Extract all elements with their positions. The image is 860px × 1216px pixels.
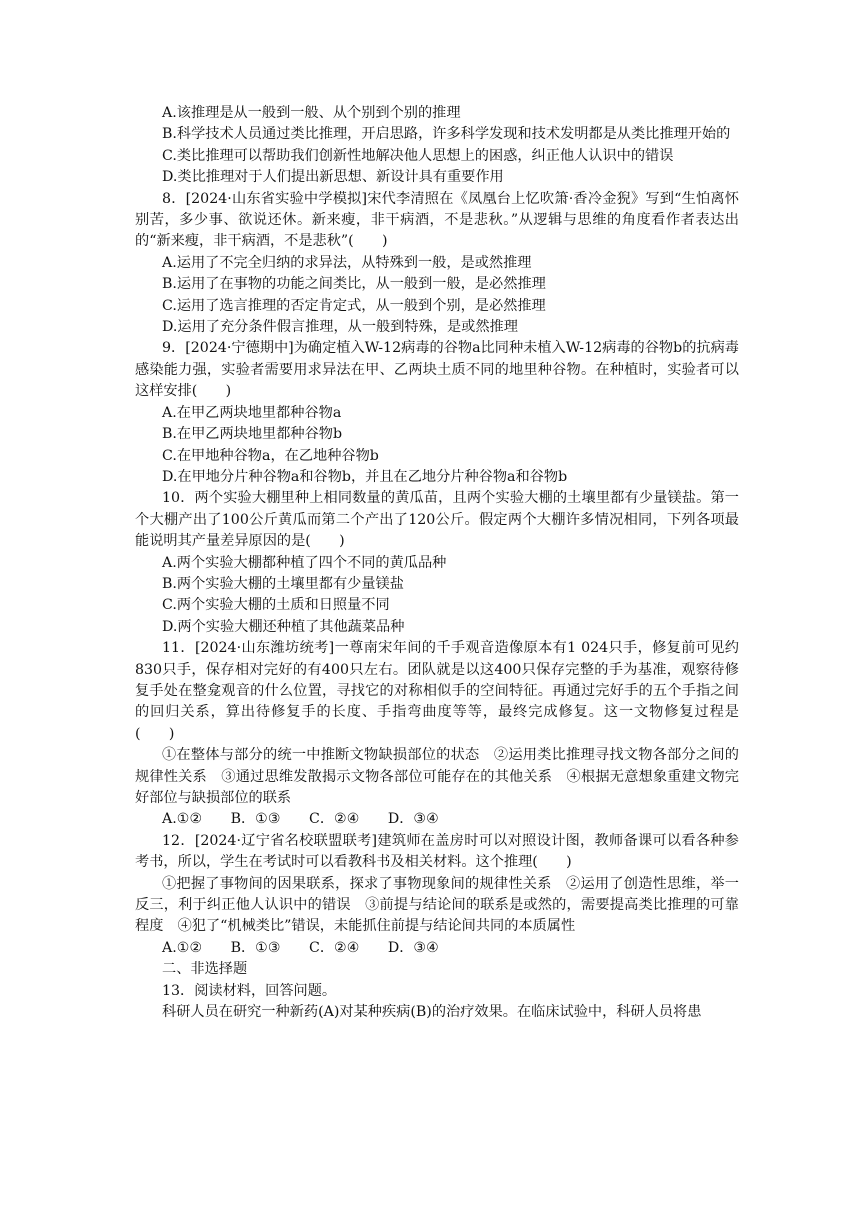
- q8-option-d: D.运用了充分条件假言推理，从一般到特殊，是或然推理: [162, 319, 518, 336]
- document-page: [135, 103, 739, 1023]
- option-c: C.类比推理可以帮助我们创新性地解决他人思想上的困惑，纠正他人认识中的错误: [162, 147, 674, 164]
- q11-statements: ①在整体与部分的统一中推断文物缺损部位的状态 ②运用类比推理寻找文物各部分之间的规律性关系 ③通过思维发散揭示文物各部位可能存在的其他关系 ④根据无意想象重建文物完好部位与缺损部位的联系: [135, 747, 739, 806]
- q10-option-a: A.两个实验大棚都种植了四个不同的黄瓜品种: [162, 554, 447, 571]
- question-13-stem: 13．阅读材料，回答问题。: [162, 982, 337, 999]
- q9-option-b: B.在甲乙两块地里都种谷物b: [162, 426, 343, 443]
- section-heading: 二、非选择题: [162, 961, 248, 978]
- question-9-stem: 9．[2024·宁德期中]为确定植入W-12病毒的谷物a比同种未植入W-12病毒的谷物b的抗病毒感染能力强，实验者需要用求异法在甲、乙两块土质不同的地里种谷物。在种植时，实验者可以这样安排( ): [135, 340, 739, 400]
- q12-statements: ①把握了事物间的因果联系，探求了事物现象间的规律性关系 ②运用了创造性思维，举一反三，利于纠正他人认识中的错误 ③前提与结论间的联系是或然的，需要提高类比推理的可靠程度 ④犯了“机械类比”错误，未能抓住前提与结论间共同的本质属性: [135, 875, 739, 935]
- q8-option-a: A.运用了不完全归纳的求异法，从特殊到一般，是或然推理: [162, 254, 532, 271]
- q8-option-c: C.运用了选言推理的否定肯定式，从一般到个别，是必然推理: [162, 297, 546, 314]
- q10-option-c: C.两个实验大棚的土质和日照量不同: [162, 597, 390, 614]
- q9-option-c: C.在甲地种谷物a，在乙地种谷物b: [162, 447, 379, 464]
- q10-option-d: D.两个实验大棚还种植了其他蔬菜品种: [162, 618, 405, 635]
- q10-option-b: B.两个实验大棚的土壤里都有少量镁盐: [162, 575, 404, 592]
- q9-option-d: D.在甲地分片种谷物a和谷物b，并且在乙地分片种谷物a和谷物b: [162, 468, 568, 485]
- q9-option-a: A.在甲乙两块地里都种谷物a: [162, 404, 342, 421]
- option-d: D.类比推理对于人们提出新思想、新设计具有重要作用: [162, 169, 504, 186]
- q12-choices: A.①② B．①③ C．②④ D．③④: [162, 939, 439, 956]
- option-b: B.科学技术人员通过类比推理，开启思路，许多科学发现和技术发明都是从类比推理开始的: [162, 126, 731, 143]
- question-12-stem: 12．[2024·辽宁省名校联盟联考]建筑师在盖房时可以对照设计图，教师备课可以看各种参考书，所以，学生在考试时可以看教科书及相关材料。这个推理( ): [135, 832, 739, 871]
- q13-material: 科研人员在研究一种新药(A)对某种疾病(B)的治疗效果。在临床试验中，科研人员将患: [162, 1004, 702, 1021]
- question-11-stem: 11．[2024·山东潍坊统考]一尊南宋年间的千手观音造像原本有1 024只手，修复前可见约830只手，保存相对完好的有400只左右。团队就是以这400只保存完整的手为基准，观察待修复手处在整龛观音的什么位置，寻找它的对称相似手的空间特征。再通过完好手的五个手指之间的回归关系，算出待修复手的长度、手指弯曲度等等，最终完成修复。这一文物修复过程是( ): [135, 640, 739, 742]
- option-a: A.该推理是从一般到一般、从个别到个别的推理: [162, 105, 461, 121]
- question-10-stem: 10．两个实验大棚里种上相同数量的黄瓜苗，且两个实验大棚的土壤里都有少量镁盐。第一个大棚产出了100公斤黄瓜而第二个产出了120公斤。假定两个大棚许多情况相同，下列各项最能说明其产量差异原因的是( ): [135, 490, 739, 550]
- q11-choices: A.①② B．①③ C．②④ D．③④: [162, 811, 439, 828]
- question-8-stem: 8．[2024·山东省实验中学模拟]宋代李清照在《凤凰台上忆吹箫·香冷金猊》写到“生怕离怀别苦，多少事、欲说还休。新来瘦，非干病酒，不是悲秋。”从逻辑与思维的角度看作者表达出的“新来瘦，非干病酒，不是悲秋”( ): [135, 190, 739, 250]
- q8-option-b: B.运用了在事物的功能之间类比，从一般到一般，是必然推理: [162, 276, 546, 293]
